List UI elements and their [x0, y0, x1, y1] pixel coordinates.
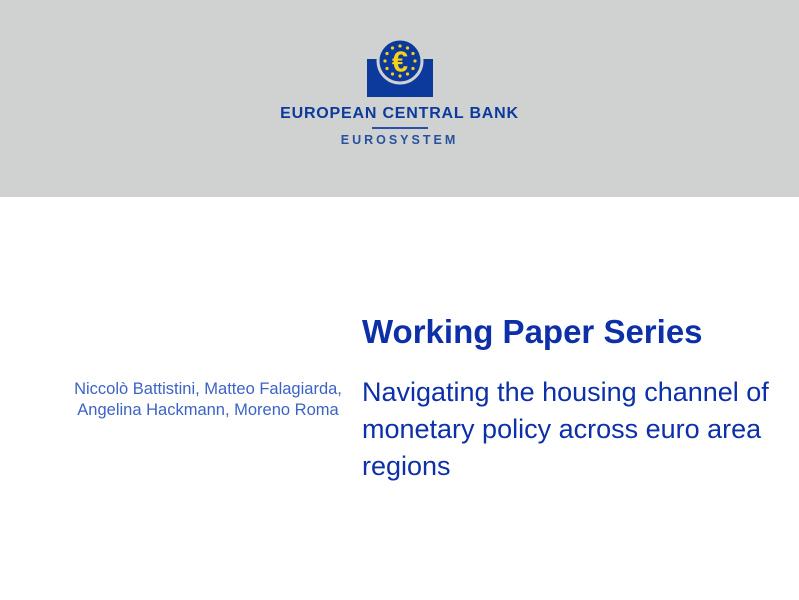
paper-title-line-1: Navigating the housing channel of: [362, 377, 769, 407]
euro-symbol-icon: €: [391, 46, 408, 79]
series-title: Working Paper Series: [362, 313, 703, 350]
paper-title: [362, 374, 794, 485]
eurosystem-label: EUROSYSTEM: [340, 132, 459, 147]
paper-title-line-2: monetary policy across euro area: [362, 414, 762, 444]
authors-line-1: Niccolò Battistini, Matteo Falagiarda,: [74, 380, 342, 398]
bank-name-wordmark: EUROPEAN CENTRAL BANK: [280, 105, 519, 122]
ecb-logo-icon: [367, 37, 433, 97]
authors-block: [50, 379, 366, 420]
ecb-logo: [0, 0, 799, 147]
authors-line-2: Angelina Hackmann, Moreno Roma: [77, 400, 339, 419]
header-band: [0, 0, 799, 197]
paper-title-line-3: regions: [362, 451, 451, 481]
logo-divider: [372, 127, 428, 129]
